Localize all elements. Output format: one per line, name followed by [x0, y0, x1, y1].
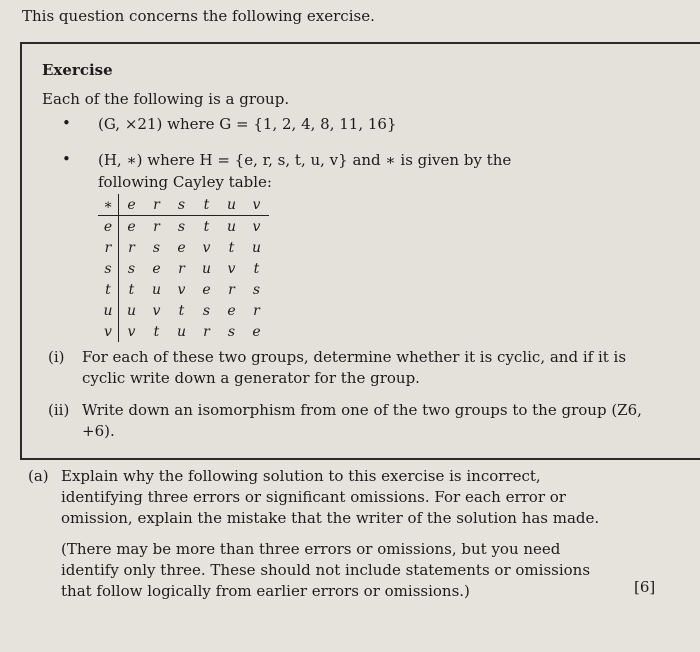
- cayley-col-header: v: [244, 194, 269, 216]
- intro-text: This question concerns the following exercise.: [22, 7, 375, 25]
- cayley-cell: v: [127, 323, 136, 340]
- marks-label: [6]: [634, 578, 656, 596]
- cayley-table: [98, 194, 269, 342]
- cayley-cell: r: [203, 323, 210, 340]
- cayley-header-row: [98, 194, 269, 216]
- question-ii-text: Write down an isomorphism from one of the two groups to the group (Z6, +6).: [82, 401, 642, 440]
- cayley-cell: r: [228, 281, 235, 298]
- cayley-cell: t: [128, 281, 135, 298]
- cayley-cell: t: [253, 260, 260, 277]
- cayley-row-label: e: [98, 216, 119, 238]
- cayley-cell: u: [251, 239, 262, 256]
- cayley-cell: e: [177, 239, 186, 256]
- question-ii-label: (ii): [48, 401, 70, 419]
- part-a-paragraph-2: (There may be more than three errors or omissions, but you need identify only three. These should not include statements or omissions that follow logically from earlier errors or omissions.): [61, 540, 591, 600]
- cayley-cell: t: [178, 302, 185, 319]
- cayley-cell: v: [252, 218, 261, 235]
- cayley-col-header: u: [219, 194, 244, 216]
- cayley-row: [98, 321, 269, 342]
- cayley-cell: v: [177, 281, 186, 298]
- cayley-cell: t: [228, 239, 235, 256]
- cayley-cell: s: [227, 323, 236, 340]
- question-i-text: For each of these two groups, determine whether it is cyclic, and if it is cyclic write down a generator for the group.: [82, 348, 627, 387]
- cayley-cell: e: [252, 323, 261, 340]
- cayley-cell: r: [128, 239, 135, 256]
- bullet-1: •: [62, 114, 71, 132]
- cayley-cell: e: [227, 302, 236, 319]
- exercise-title: Exercise: [42, 61, 113, 79]
- cayley-cell: v: [152, 302, 161, 319]
- cayley-cell: u: [201, 260, 212, 277]
- cayley-cell: t: [153, 323, 160, 340]
- cayley-row-label: v: [98, 321, 119, 342]
- cayley-col-header: t: [194, 194, 219, 216]
- cayley-row: [98, 258, 269, 279]
- bullet-2: •: [62, 150, 71, 168]
- cayley-cell: r: [153, 218, 160, 235]
- group-g-item: (G, ×21) where G = {1, 2, 4, 8, 11, 16}: [98, 115, 397, 133]
- cayley-cell: s: [252, 281, 261, 298]
- cayley-row: [98, 279, 269, 300]
- cayley-cell: v: [227, 260, 236, 277]
- cayley-cell: s: [202, 302, 211, 319]
- cayley-corner: ∗: [98, 194, 119, 216]
- exercise-lead: Each of the following is a group.: [42, 90, 290, 108]
- cayley-cell: u: [126, 302, 137, 319]
- cayley-cell: v: [202, 239, 211, 256]
- cayley-cell: u: [226, 218, 237, 235]
- cayley-cell: r: [178, 260, 185, 277]
- cayley-row-label: u: [98, 300, 119, 321]
- cayley-col-header: e: [119, 194, 145, 216]
- cayley-row-label: s: [98, 258, 119, 279]
- cayley-cell: r: [253, 302, 260, 319]
- question-ii: [48, 400, 668, 440]
- cayley-row-label: t: [98, 279, 119, 300]
- cayley-row: [98, 237, 269, 258]
- cayley-cell: s: [152, 239, 161, 256]
- question-i: [48, 347, 668, 391]
- cayley-col-header: s: [169, 194, 194, 216]
- cayley-col-header: r: [144, 194, 169, 216]
- cayley-cell: s: [177, 218, 186, 235]
- part-a-paragraph-1: Explain why the following solution to this exercise is incorrect, identifying three errors or significant omissions. For each error or omission, explain the mistake that the writer of the solution has made.: [61, 467, 600, 527]
- cayley-cell: t: [203, 218, 210, 235]
- cayley-cell: u: [176, 323, 187, 340]
- group-h-item: (H, ∗) where H = {e, r, s, t, u, v} and ∗ is given by the following Cayley table:: [98, 151, 512, 191]
- cayley-cell: e: [127, 218, 136, 235]
- question-i-label: (i): [48, 348, 65, 366]
- cayley-cell: u: [151, 281, 162, 298]
- cayley-cell: e: [152, 260, 161, 277]
- cayley-row-label: r: [98, 237, 119, 258]
- cayley-cell: e: [202, 281, 211, 298]
- cayley-row: [98, 300, 269, 321]
- cayley-row: [98, 216, 269, 238]
- cayley-cell: s: [127, 260, 136, 277]
- exercise-box: [20, 42, 700, 460]
- part-a-label: (a): [28, 467, 49, 485]
